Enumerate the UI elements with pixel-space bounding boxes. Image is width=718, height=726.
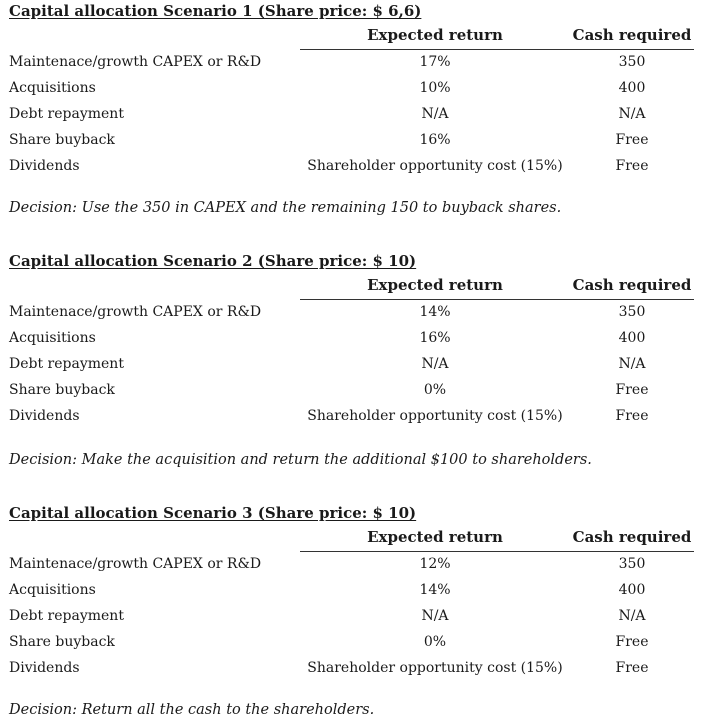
cash-required-header: Cash required <box>572 276 692 294</box>
table-row <box>0 132 718 158</box>
cash-required-value: Free <box>615 382 649 398</box>
scenario-title: Capital allocation Scenario 1 (Share price: $ 6,6) <box>9 2 422 20</box>
row-label: Acquisitions <box>9 582 96 598</box>
cash-required-value: Free <box>615 408 649 424</box>
decision-text: Decision: Use the 350 in CAPEX and the remaining 150 to buyback shares. <box>9 200 562 216</box>
cash-required-value: Free <box>615 660 649 676</box>
expected-return-value: 10% <box>419 80 451 96</box>
header-divider <box>300 299 694 300</box>
expected-return-value: 12% <box>419 556 451 572</box>
row-label: Maintenace/growth CAPEX or R&D <box>9 54 262 70</box>
cash-required-value: 350 <box>618 54 646 70</box>
row-label: Debt repayment <box>9 106 124 122</box>
expected-return-value: 16% <box>419 132 451 148</box>
row-label: Share buyback <box>9 132 115 148</box>
row-label: Dividends <box>9 660 80 676</box>
expected-return-value: Shareholder opportunity cost (15%) <box>307 408 563 424</box>
row-label: Dividends <box>9 408 80 424</box>
row-label: Maintenace/growth CAPEX or R&D <box>9 304 262 320</box>
row-label: Maintenace/growth CAPEX or R&D <box>9 556 262 572</box>
expected-return-value: N/A <box>421 356 449 372</box>
expected-return-header: Expected return <box>367 276 503 294</box>
table-row <box>0 356 718 382</box>
table-row <box>0 304 718 330</box>
table-row <box>0 660 718 686</box>
decision-text: Decision: Make the acquisition and return the additional $100 to shareholders. <box>9 452 592 468</box>
table-row <box>0 330 718 356</box>
table-row <box>0 80 718 106</box>
cash-required-value: N/A <box>618 608 646 624</box>
cash-required-value: 400 <box>618 582 646 598</box>
table-row <box>0 634 718 660</box>
row-label: Debt repayment <box>9 356 124 372</box>
table-row <box>0 382 718 408</box>
table-row <box>0 54 718 80</box>
row-label: Dividends <box>9 158 80 174</box>
table-row <box>0 608 718 634</box>
header-divider <box>300 551 694 552</box>
expected-return-value: 14% <box>419 582 451 598</box>
row-label: Share buyback <box>9 634 115 650</box>
row-label: Share buyback <box>9 382 115 398</box>
scenario-title: Capital allocation Scenario 2 (Share price: $ 10) <box>9 252 417 270</box>
table-row <box>0 106 718 132</box>
expected-return-value: 16% <box>419 330 451 346</box>
cash-required-value: 350 <box>618 556 646 572</box>
row-label: Debt repayment <box>9 608 124 624</box>
decision-text: Decision: Return all the cash to the shareholders. <box>9 702 375 718</box>
cash-required-value: 400 <box>618 330 646 346</box>
expected-return-value: N/A <box>421 608 449 624</box>
expected-return-value: 17% <box>419 54 451 70</box>
cash-required-value: Free <box>615 634 649 650</box>
cash-required-value: N/A <box>618 106 646 122</box>
table-row <box>0 582 718 608</box>
cash-required-header: Cash required <box>572 528 692 546</box>
table-row <box>0 408 718 434</box>
cash-required-value: 400 <box>618 80 646 96</box>
header-divider <box>300 49 694 50</box>
table-row <box>0 556 718 582</box>
row-label: Acquisitions <box>9 330 96 346</box>
row-label: Acquisitions <box>9 80 96 96</box>
expected-return-value: 14% <box>419 304 451 320</box>
expected-return-value: 0% <box>423 382 447 398</box>
cash-required-value: Free <box>615 158 649 174</box>
expected-return-value: N/A <box>421 106 449 122</box>
table-row <box>0 158 718 184</box>
expected-return-header: Expected return <box>367 528 503 546</box>
cash-required-value: Free <box>615 132 649 148</box>
cash-required-header: Cash required <box>572 26 692 44</box>
scenario-title: Capital allocation Scenario 3 (Share price: $ 10) <box>9 504 417 522</box>
cash-required-value: 350 <box>618 304 646 320</box>
expected-return-value: Shareholder opportunity cost (15%) <box>307 158 563 174</box>
cash-required-value: N/A <box>618 356 646 372</box>
expected-return-value: 0% <box>423 634 447 650</box>
expected-return-header: Expected return <box>367 26 503 44</box>
expected-return-value: Shareholder opportunity cost (15%) <box>307 660 563 676</box>
